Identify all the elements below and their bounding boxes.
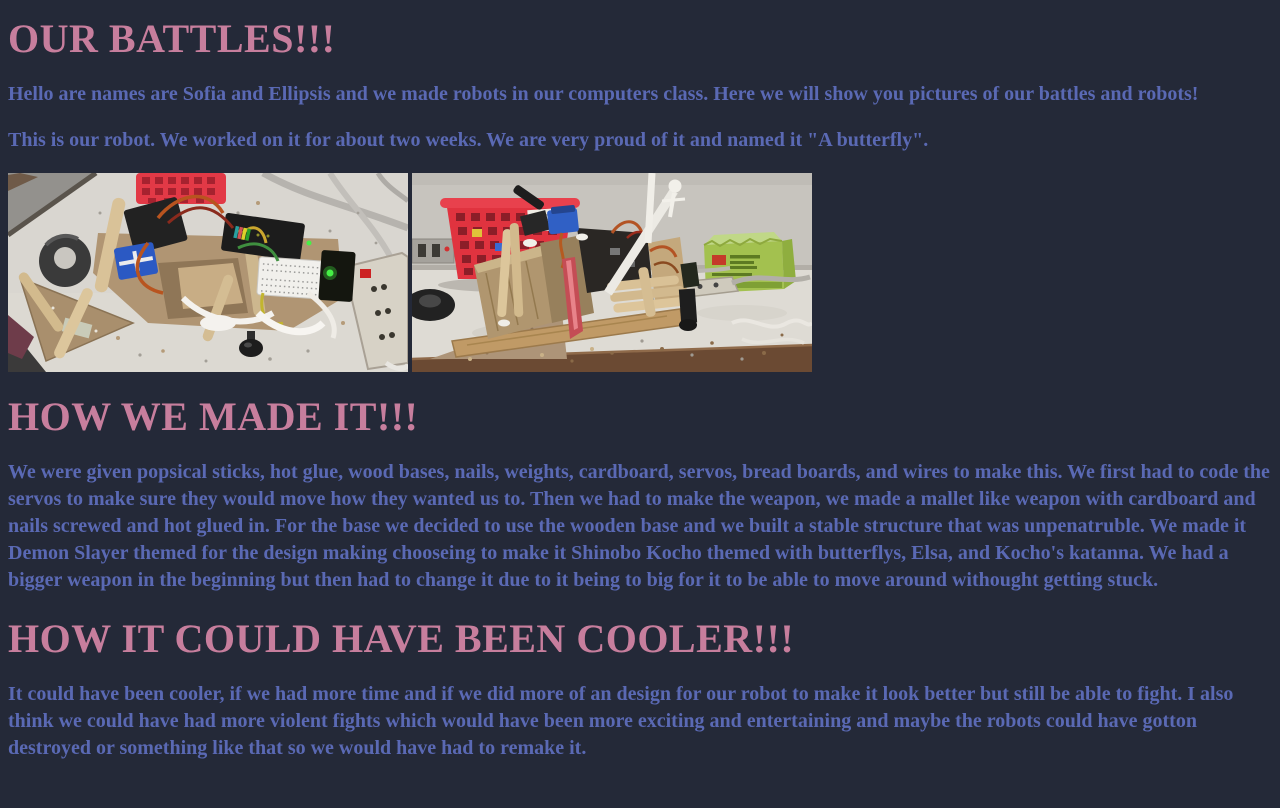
intro-paragraph: Hello are names are Sofia and Ellipsis and we made robots in our computers class. Here we will show you pictures of our battles and robots! <box>8 83 1199 105</box>
how-we-made-it-heading: HOW WE MADE IT!!! <box>8 394 419 439</box>
robot-caption-paragraph: This is our robot. We worked on it for about two weeks. We are very proud of it and named it "A butterfly". <box>8 129 929 151</box>
robot-side-view-photo <box>412 173 812 372</box>
how-we-made-it-paragraph: We were given popsical sticks, hot glue, wood bases, nails, weights, cardboard, servos, bread boards, and wires to make this. We first had to code the servos to make sure they would move how they wanted us to. Then we had to make the weapon, we made a mallet like weapon with cardboard and nails screwed and hot glued in. For the base we decided to use the wooden base and we built a stable structure that was unpenatruble. We made it Demon Slayer themed for the design making chooseing to make it Shinobo Kocho themed with butterflys, Elsa, and Kocho's katanna. We had a bigger weapon in the beginning but then had to change it due to it being to big for it to be able to move around withought getting stuck. <box>8 461 1270 591</box>
cooler-paragraph: It could have been cooler, if we had more time and if we did more of an design for our robot to make it look better but still be able to fight. I also think we could have had more violent fights which would have been more exciting and entertaining and maybe the robots could have gotton destroyed or something like that so we would have had to remake it. <box>8 683 1234 759</box>
battles-heading: OUR BATTLES!!! <box>8 16 336 61</box>
robot-photos-row <box>8 173 1272 372</box>
robot-top-view-photo <box>8 173 408 372</box>
cooler-heading: HOW IT COULD HAVE BEEN COOLER!!! <box>8 616 795 661</box>
